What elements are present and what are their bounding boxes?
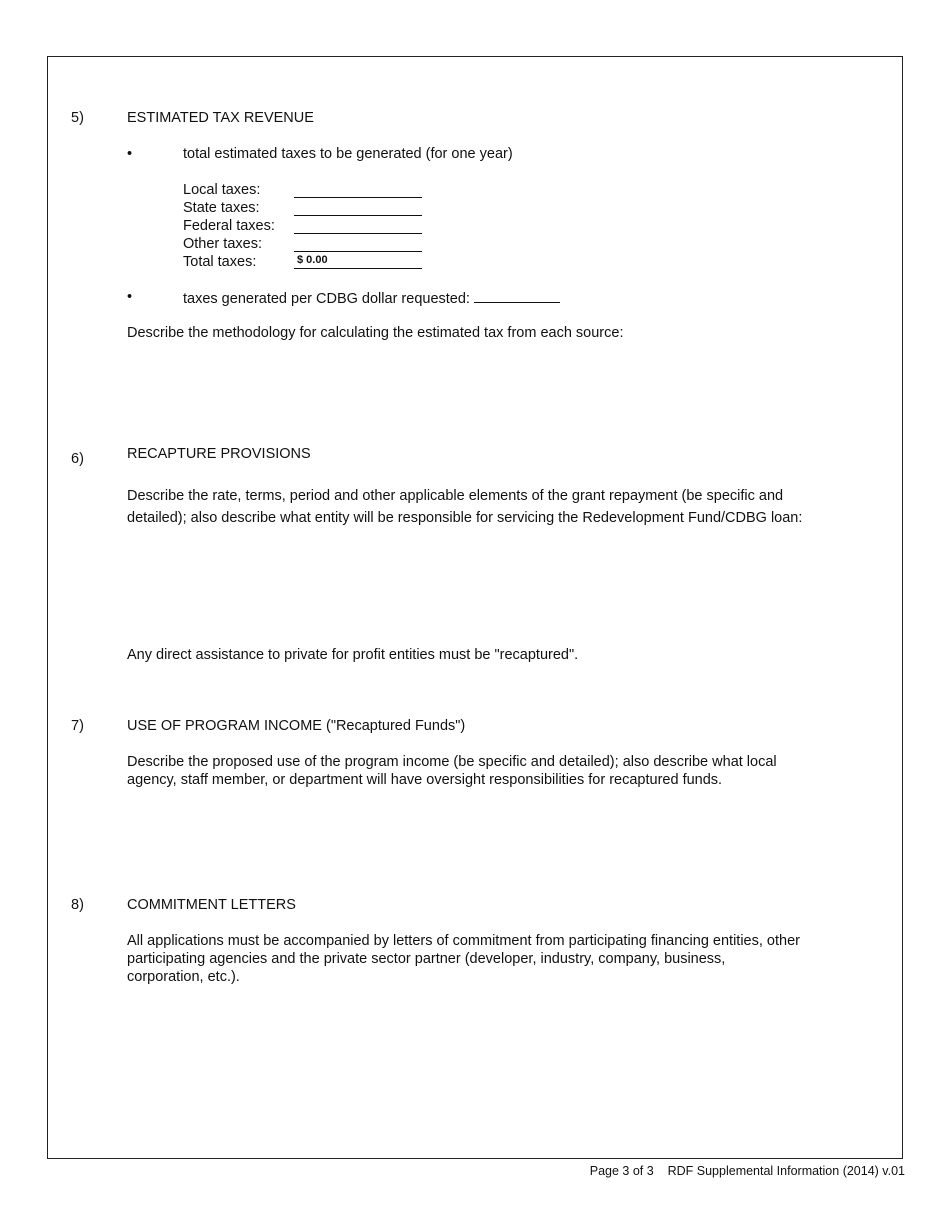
section-6-number: 6) — [71, 451, 84, 467]
section-5-number: 5) — [71, 110, 84, 126]
state-taxes-label: State taxes: — [183, 200, 260, 216]
bullet-1-text: total estimated taxes to be generated (for one year) — [183, 146, 513, 162]
cdbg-ratio-field[interactable] — [474, 288, 560, 303]
total-taxes-value: $ 0.00 — [297, 254, 328, 266]
bullet-2-text: taxes generated per CDBG dollar requested: — [183, 288, 560, 308]
page-footer — [590, 1162, 905, 1180]
section-8-describe-line-2: participating agencies and the private sector partner (developer, industry, company, business, — [127, 951, 726, 967]
section-7-describe-line-2: agency, staff member, or department will have oversight responsibilities for recaptured funds. — [127, 772, 723, 788]
state-taxes-field[interactable] — [294, 200, 422, 216]
section-5-describe: Describe the methodology for calculating the estimated tax from each source: — [127, 325, 624, 341]
federal-taxes-label: Federal taxes: — [183, 218, 275, 234]
local-taxes-field[interactable] — [294, 182, 422, 198]
federal-taxes-field[interactable] — [294, 218, 422, 234]
section-6-describe-line-1: Describe the rate, terms, period and other applicable elements of the grant repayment (be specific and — [127, 488, 784, 504]
section-6-note: Any direct assistance to private for profit entities must be "recaptured". — [127, 647, 579, 663]
section-8-heading: COMMITMENT LETTERS — [127, 897, 296, 913]
page-border — [47, 56, 903, 1159]
section-8-number: 8) — [71, 897, 84, 913]
other-taxes-field[interactable] — [294, 236, 422, 252]
section-7-number: 7) — [71, 718, 84, 734]
page-number: Page 3 of 3 — [589, 1164, 654, 1178]
section-8-describe-line-3: corporation, etc.). — [127, 969, 240, 985]
other-taxes-label: Other taxes: — [183, 236, 262, 252]
total-taxes-label: Total taxes: — [183, 254, 257, 270]
section-5-heading: ESTIMATED TAX REVENUE — [127, 110, 314, 126]
section-6-heading: RECAPTURE PROVISIONS — [127, 446, 311, 462]
section-7-heading: USE OF PROGRAM INCOME ("Recaptured Funds") — [127, 718, 466, 734]
local-taxes-label: Local taxes: — [183, 182, 261, 198]
bullet-2-symbol: • — [127, 289, 133, 305]
section-6-describe-line-2: detailed); also describe what entity will be responsible for servicing the Redevelopment Fund/CDBG loan: — [127, 510, 803, 526]
form-id: RDF Supplemental Information (2014) v.01 — [667, 1164, 905, 1178]
section-8-describe-line-1: All applications must be accompanied by letters of commitment from participating financing entities, other — [127, 933, 800, 949]
bullet-1-symbol: • — [127, 146, 133, 162]
section-7-describe-line-1: Describe the proposed use of the program income (be specific and detailed); also describe what local — [127, 754, 777, 770]
total-taxes-field[interactable] — [294, 253, 422, 269]
